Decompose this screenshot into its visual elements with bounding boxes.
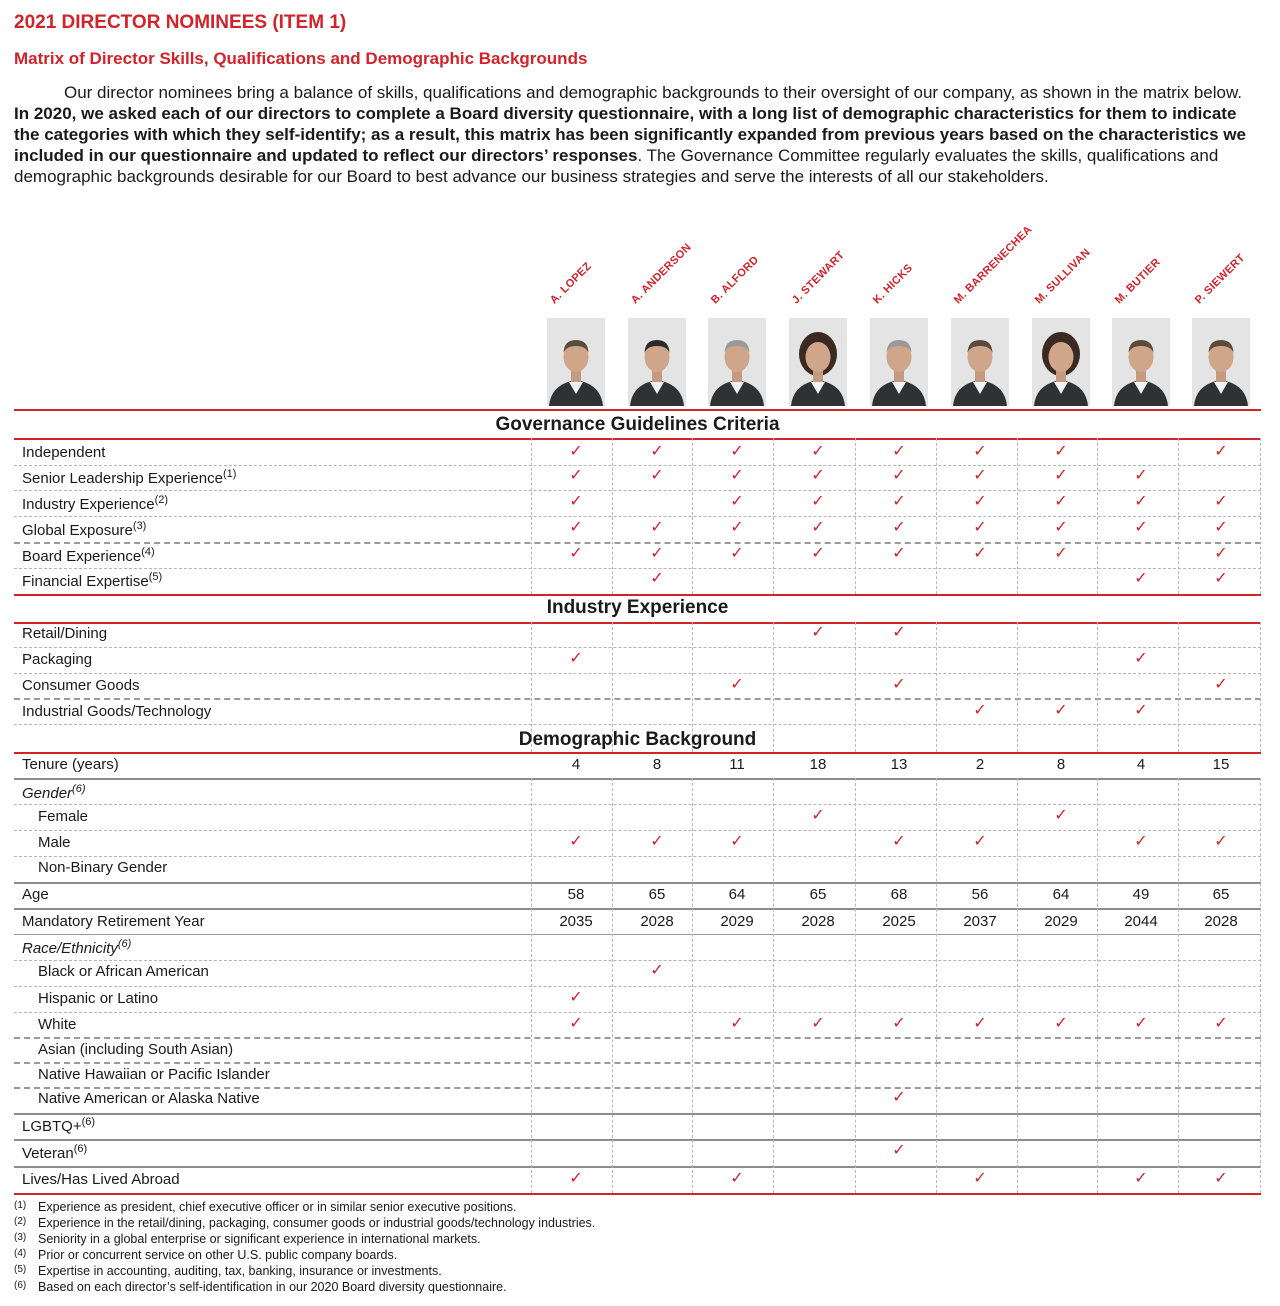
footnote-mark: (6) [14, 1280, 27, 1291]
table-rule [14, 568, 1261, 569]
check-icon: ✓ [892, 676, 906, 693]
row-label [22, 1143, 87, 1162]
footnote-ref: (5) [148, 571, 163, 583]
check-icon: ✓ [1134, 1170, 1148, 1187]
table-rule [14, 778, 1261, 780]
row-label [22, 1171, 180, 1188]
check-icon: ✓ [730, 443, 744, 460]
director-photo [1112, 318, 1170, 406]
page-subtitle: Matrix of Director Skills, Qualifications and Demographic Backgrounds [14, 49, 588, 68]
footnote-text: Experience in the retail/dining, packaging, consumer goods or industrial goods/technology industries. [38, 1216, 596, 1230]
row-label [22, 494, 168, 513]
footnote-ref: (6) [117, 938, 132, 950]
footnote-text: Based on each director’s self-identification in our 2020 Board diversity questionnaire. [38, 1280, 507, 1294]
director-photo [628, 318, 686, 406]
check-icon: ✓ [1054, 467, 1068, 484]
check-icon: ✓ [811, 519, 825, 536]
column-divider [1097, 438, 1098, 594]
footnote-mark: (1) [14, 1200, 27, 1211]
check-icon: ✓ [1134, 650, 1148, 667]
row-label [22, 520, 146, 539]
row-label-text: Male [38, 834, 71, 851]
check-icon: ✓ [973, 519, 987, 536]
row-label-text: Mandatory Retirement Year [22, 913, 205, 930]
table-rule [14, 752, 1261, 754]
table-rule [14, 804, 1261, 805]
column-divider [1260, 438, 1261, 594]
row-label [22, 651, 92, 668]
row-label [22, 677, 140, 694]
table-rule [14, 1166, 1261, 1168]
director-photo [1032, 318, 1090, 406]
director-photo [708, 318, 766, 406]
matrix-value: 65 [648, 886, 666, 903]
row-label [22, 444, 105, 461]
table-rule [14, 542, 1261, 544]
check-icon: ✓ [650, 519, 664, 536]
director-name: M. BUTIER [1112, 256, 1164, 307]
section-heading: Governance Guidelines Criteria [495, 414, 780, 435]
check-icon: ✓ [569, 989, 583, 1006]
check-icon: ✓ [892, 467, 906, 484]
footnote-ref: (6) [81, 1116, 96, 1128]
row-label [22, 913, 205, 930]
director-name: A. LOPEZ [547, 260, 594, 307]
table-rule [14, 490, 1261, 491]
column-divider [1178, 438, 1179, 594]
director-name: P. SIEWERT [1192, 251, 1248, 307]
footnote-mark: (3) [14, 1232, 27, 1243]
table-rule [14, 594, 1261, 596]
matrix-value: 2025 [882, 913, 916, 930]
table-rule [14, 622, 1261, 624]
column-divider [612, 778, 613, 1193]
matrix-value: 2029 [1044, 913, 1078, 930]
check-icon: ✓ [730, 833, 744, 850]
column-divider [773, 438, 774, 594]
check-icon: ✓ [1134, 833, 1148, 850]
row-label-text: LGBTQ+ [22, 1118, 82, 1135]
check-icon: ✓ [650, 545, 664, 562]
row-label [22, 546, 155, 565]
row-label-text: Packaging [22, 651, 93, 668]
row-label-text: Age [22, 886, 49, 903]
row-label [38, 963, 209, 980]
check-icon: ✓ [650, 962, 664, 979]
matrix-value: 64 [728, 886, 746, 903]
check-icon: ✓ [1134, 570, 1148, 587]
check-icon: ✓ [973, 833, 987, 850]
check-icon: ✓ [811, 1015, 825, 1032]
intro-text-1: Our director nominees bring a balance of skills, qualifications and demographic backgrounds to their oversight of our company, as shown in the matrix below. [64, 83, 1243, 102]
table-rule [14, 908, 1261, 910]
check-icon: ✓ [973, 1170, 987, 1187]
row-label-text: Board Experience [22, 548, 142, 565]
footnote-mark: (2) [14, 1216, 27, 1227]
check-icon: ✓ [973, 545, 987, 562]
director-photo [547, 318, 605, 406]
column-divider [773, 778, 774, 1193]
check-icon: ✓ [650, 570, 664, 587]
check-icon: ✓ [973, 702, 987, 719]
row-label [38, 1066, 270, 1083]
check-icon: ✓ [650, 467, 664, 484]
matrix-value: 18 [809, 756, 827, 773]
row-label-text: Lives/Has Lived Abroad [22, 1171, 180, 1188]
section-heading: Industry Experience [546, 597, 729, 618]
check-icon: ✓ [892, 624, 906, 641]
row-label [38, 990, 158, 1007]
column-divider [531, 438, 532, 594]
matrix-value: 2028 [1204, 913, 1238, 930]
footnote [14, 1264, 442, 1278]
footnote-ref: (6) [73, 1143, 88, 1155]
footnote-ref: (1) [222, 468, 237, 480]
intro-paragraph [14, 82, 1256, 187]
footnote-ref: (6) [72, 783, 86, 795]
footnote-text: Seniority in a global enterprise or significant experience in international markets. [38, 1232, 481, 1246]
check-icon: ✓ [1214, 545, 1228, 562]
check-icon: ✓ [1054, 807, 1068, 824]
check-icon: ✓ [730, 493, 744, 510]
table-rule [14, 882, 1261, 884]
row-label [22, 703, 211, 720]
row-label-text: Industry Experience [22, 496, 155, 513]
matrix-value: 2035 [559, 913, 593, 930]
check-icon: ✓ [973, 1015, 987, 1032]
check-icon: ✓ [892, 545, 906, 562]
check-icon: ✓ [569, 650, 583, 667]
matrix-value: 13 [890, 756, 908, 773]
director-name: J. STEWART [789, 249, 848, 307]
row-label [22, 468, 236, 487]
table-rule [14, 934, 1261, 935]
footnote-mark: (5) [14, 1264, 27, 1275]
matrix-value: 2 [975, 756, 985, 773]
check-icon: ✓ [973, 467, 987, 484]
matrix-value: 4 [571, 756, 581, 773]
check-icon: ✓ [1134, 702, 1148, 719]
matrix-value: 2028 [801, 913, 835, 930]
check-icon: ✓ [1134, 519, 1148, 536]
row-label [38, 808, 88, 825]
matrix-value: 49 [1132, 886, 1150, 903]
row-label-text: Black or African American [38, 963, 209, 980]
row-label [22, 938, 131, 957]
row-label-text: Consumer Goods [22, 677, 140, 694]
matrix-value: 11 [729, 756, 745, 773]
check-icon: ✓ [973, 493, 987, 510]
row-label [38, 859, 167, 876]
director-photo [1192, 318, 1250, 406]
check-icon: ✓ [1214, 519, 1228, 536]
table-rule [14, 830, 1261, 831]
check-icon: ✓ [650, 833, 664, 850]
table-rule [14, 856, 1261, 857]
row-label-text: Female [38, 808, 89, 825]
table-rule [14, 960, 1261, 961]
row-label-text: Retail/Dining [22, 625, 108, 642]
table-rule [14, 1113, 1261, 1115]
column-divider [692, 438, 693, 594]
check-icon: ✓ [650, 443, 664, 460]
check-icon: ✓ [811, 624, 825, 641]
table-rule [14, 724, 1261, 725]
matrix-value: 2037 [963, 913, 997, 930]
matrix-value: 58 [567, 886, 585, 903]
row-label-text: Native Hawaiian or Pacific Islander [38, 1066, 270, 1083]
column-divider [936, 778, 937, 1193]
row-label [22, 886, 49, 903]
row-label-text: Hispanic or Latino [38, 990, 159, 1007]
check-icon: ✓ [730, 1015, 744, 1032]
table-rule [14, 1012, 1261, 1013]
row-label-text: Senior Leadership Experience [22, 470, 223, 487]
row-label [38, 834, 71, 851]
row-label [22, 756, 119, 773]
row-label [22, 1116, 95, 1135]
check-icon: ✓ [1214, 676, 1228, 693]
table-rule [14, 438, 1261, 440]
matrix-value: 65 [1212, 886, 1230, 903]
matrix-value: 64 [1052, 886, 1070, 903]
matrix-value: 56 [971, 886, 989, 903]
row-label [38, 1090, 260, 1107]
check-icon: ✓ [1214, 833, 1228, 850]
column-divider [1260, 778, 1261, 1193]
check-icon: ✓ [730, 519, 744, 536]
check-icon: ✓ [811, 545, 825, 562]
director-name: A. ANDERSON [628, 241, 694, 307]
check-icon: ✓ [811, 467, 825, 484]
table-rule [14, 1139, 1261, 1141]
row-label-text: Global Exposure [22, 522, 133, 539]
footnote-mark: (4) [14, 1248, 27, 1259]
row-label [22, 783, 86, 802]
matrix-value: 15 [1212, 756, 1230, 773]
matrix-value: 2028 [640, 913, 674, 930]
row-label-text: Gender [22, 785, 73, 802]
director-name: M. BARRENECHEA [951, 223, 1035, 307]
check-icon: ✓ [811, 807, 825, 824]
table-rule [14, 673, 1261, 674]
footnote-text: Experience as president, chief executive officer or in similar senior executive positions. [38, 1200, 517, 1214]
column-divider [1017, 778, 1018, 1193]
matrix-value: 8 [1056, 756, 1066, 773]
matrix-value: 65 [809, 886, 827, 903]
check-icon: ✓ [1054, 702, 1068, 719]
check-icon: ✓ [569, 833, 583, 850]
check-icon: ✓ [569, 493, 583, 510]
check-icon: ✓ [569, 1170, 583, 1187]
row-label-text: Asian (including South Asian) [38, 1041, 234, 1058]
matrix-value: 4 [1136, 756, 1146, 773]
check-icon: ✓ [892, 833, 906, 850]
check-icon: ✓ [1214, 493, 1228, 510]
table-rule [14, 986, 1261, 987]
row-label-text: Non-Binary Gender [38, 859, 168, 876]
intro-text-2: . The Governance Committee regularly evaluates the skills, qualifications and demographic backgrounds desirable for our Board to best advance our business strategies and serve the interests of all our stakeholders. [14, 146, 1219, 186]
check-icon: ✓ [1054, 1015, 1068, 1032]
column-divider [1178, 778, 1179, 1193]
intro-text-bold: In 2020, we asked each of our directors to complete a Board diversity questionnaire, with a long list of demographic characteristics for them to indicate the categories with which they self-identify; as a result, this matrix has been significantly expanded from previous years based on the characteristics we included in our questionnaire and updated to reflect our directors’ responses [14, 104, 1246, 165]
check-icon: ✓ [1054, 493, 1068, 510]
footnote [14, 1216, 595, 1230]
row-label-text: Independent [22, 444, 106, 461]
section-heading: Demographic Background [518, 729, 757, 750]
column-divider [855, 778, 856, 1193]
column-divider [1017, 438, 1018, 594]
row-label-text: Financial Expertise [22, 573, 149, 590]
check-icon: ✓ [569, 1015, 583, 1032]
row-label-text: Veteran [22, 1145, 74, 1162]
director-photo [951, 318, 1009, 406]
row-label [38, 1041, 233, 1058]
row-label-text: Industrial Goods/Technology [22, 703, 212, 720]
director-photo [870, 318, 928, 406]
check-icon: ✓ [730, 545, 744, 562]
footnote [14, 1248, 397, 1262]
check-icon: ✓ [1054, 545, 1068, 562]
table-rule [14, 698, 1261, 700]
column-divider [531, 778, 532, 1193]
check-icon: ✓ [973, 443, 987, 460]
check-icon: ✓ [730, 467, 744, 484]
table-rule [14, 1062, 1261, 1064]
director-name: M. SULLIVAN [1032, 246, 1093, 307]
check-icon: ✓ [730, 1170, 744, 1187]
matrix-value: 8 [652, 756, 662, 773]
check-icon: ✓ [569, 467, 583, 484]
check-icon: ✓ [1214, 1170, 1228, 1187]
column-divider [1097, 778, 1098, 1193]
column-divider [692, 778, 693, 1193]
footnote-ref: (4) [141, 546, 155, 558]
footnote [14, 1280, 507, 1294]
check-icon: ✓ [1134, 467, 1148, 484]
check-icon: ✓ [892, 443, 906, 460]
check-icon: ✓ [892, 1015, 906, 1032]
check-icon: ✓ [1134, 1015, 1148, 1032]
check-icon: ✓ [1054, 519, 1068, 536]
matrix-value: 2044 [1124, 913, 1158, 930]
check-icon: ✓ [1054, 443, 1068, 460]
check-icon: ✓ [892, 519, 906, 536]
matrix-value: 68 [890, 886, 908, 903]
column-divider [936, 438, 937, 594]
row-label-text: White [38, 1016, 77, 1033]
row-label [22, 625, 107, 642]
footnote [14, 1232, 481, 1246]
row-label-text: Native American or Alaska Native [38, 1090, 260, 1107]
table-rule [14, 409, 1261, 411]
check-icon: ✓ [1214, 1015, 1228, 1032]
table-rule [14, 1087, 1261, 1089]
check-icon: ✓ [569, 443, 583, 460]
row-label [22, 571, 162, 590]
footnote-text: Expertise in accounting, auditing, tax, banking, insurance or investments. [38, 1264, 442, 1278]
director-name: K. HICKS [870, 262, 916, 307]
table-rule [14, 1193, 1261, 1195]
check-icon: ✓ [892, 493, 906, 510]
check-icon: ✓ [892, 1089, 906, 1106]
footnote-text: Prior or concurrent service on other U.S. public company boards. [38, 1248, 398, 1262]
column-divider [612, 438, 613, 594]
check-icon: ✓ [569, 545, 583, 562]
matrix-value: 2029 [720, 913, 754, 930]
check-icon: ✓ [730, 676, 744, 693]
director-photo [789, 318, 847, 406]
table-rule [14, 465, 1261, 466]
row-label-text: Tenure (years) [22, 756, 119, 773]
column-divider [855, 438, 856, 594]
footnote-ref: (3) [132, 520, 147, 532]
director-name: B. ALFORD [708, 253, 762, 307]
check-icon: ✓ [811, 493, 825, 510]
check-icon: ✓ [1134, 493, 1148, 510]
footnote [14, 1200, 516, 1214]
footnote-ref: (2) [154, 494, 169, 506]
check-icon: ✓ [1214, 570, 1228, 587]
row-label [38, 1016, 76, 1033]
table-rule [14, 1037, 1261, 1039]
check-icon: ✓ [569, 519, 583, 536]
check-icon: ✓ [1214, 443, 1228, 460]
page-title: 2021 DIRECTOR NOMINEES (ITEM 1) [14, 12, 347, 33]
check-icon: ✓ [811, 443, 825, 460]
row-label-text: Race/Ethnicity [22, 940, 118, 957]
table-rule [14, 516, 1261, 517]
table-rule [14, 647, 1261, 648]
check-icon: ✓ [892, 1142, 906, 1159]
